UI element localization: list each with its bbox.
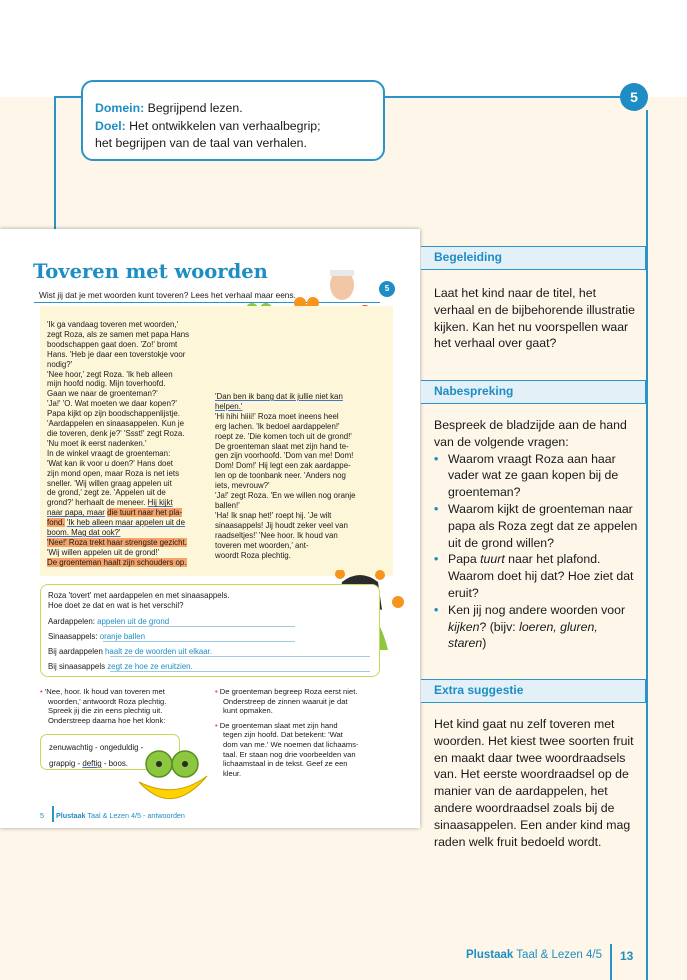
word-choice-box: zenuwachtig - ongeduldig - grappig - deftig - boos.: [40, 734, 180, 770]
story-column-right: 'Dan ben ik bang dat ik jullie niet kan helpen.' 'Hi hihi hiiii!' Roza moet ineens heel erg lachen. 'Ik bedoel aardappelen!' roept ze. 'Die komen toch uit de grond!' De groenteman slaat met zijn hand te- gen zijn voorhoofd. 'Dom van me! Dom! Dom! Dom!' Hij legt een zak aardappe- len op de toonbank neer. 'Anders nog iets, mevrouw?' 'Ja!' zegt Roza. 'En we willen nog oranje ballen!' 'Ha! Ik snap het!' roept hij. 'Je wilt sinaasappels! Jij houdt zeker veel van raadseltjes!' 'Nee hoor. Ik houd van toveren met woorden,' ant- woordt Roza plechtig.: [215, 392, 356, 560]
quiz-answer-sinaasappels: Sinaasappels: oranje ballen: [48, 632, 145, 641]
extra-suggestie-text: Het kind gaat nu zelf toveren met woorden. Het kiest twee soorten fruit en maakt daar twee woordraadsels van. Het eerste woordraadsel op de manier van de aardappelen, het andere woordraadsel zoals bij de sinaasappelen. Een ander kind mag raden welk fruit bedoeld wordt.: [434, 717, 634, 849]
left-vertical-line: [54, 96, 56, 232]
bullet-icon: •: [215, 687, 218, 696]
quiz-question-line-2: Hoe doet ze dat en wat is het verschil?: [48, 601, 184, 610]
answer-line-1: [103, 626, 295, 627]
workbook-footer: 5 Plustaak Taal & Lezen 4/5 - antwoorden: [40, 811, 185, 820]
quiz-question-line-1: Roza 'tovert' met aardappelen en met sinaasappels.: [48, 591, 230, 600]
fruit-face-illustration: [135, 748, 210, 808]
right-vertical-line: [646, 110, 648, 980]
quiz-answer-bij-sinaasappels: Bij sinaasappels zegt ze hoe ze eruitzien.: [48, 662, 193, 671]
begeleiding-text: Laat het kind naar de titel, het verhaal en de bijbehorende illustratie kijken. Kan het nu voorspellen waar het verhaal over gaat?: [434, 286, 635, 351]
story-title: Toveren met woorden: [33, 260, 268, 283]
page-number: 13: [620, 949, 634, 963]
header-line: [385, 96, 621, 98]
left-header-line: [54, 96, 82, 98]
bullet-icon: •: [40, 687, 43, 696]
question-item: • Ken jij nog andere woorden voor kijken? (bijv: loeren, gluren, staren): [434, 602, 638, 652]
quiz-answer-aardappelen: Aardappelen: appelen uit de grond: [48, 617, 170, 626]
begeleiding-heading: Begeleiding: [421, 246, 646, 270]
nabespreking-heading: Nabespreking: [421, 380, 646, 404]
bullet-icon: •: [215, 720, 218, 730]
quiz-answer-bij-aardappelen: Bij aardappelen haalt ze de woorden uit elkaar.: [48, 647, 213, 656]
workbook-lesson-badge: 5: [379, 281, 395, 297]
domain-goal-box: Domein: Begrijpend lezen. Doel: Het ontwikkelen van verhaalbegrip; het begrijpen van de taal van verhalen.: [81, 80, 385, 161]
exercise-left: • 'Nee, hoor. Ik houd van toveren met woorden,' antwoordt Roza plechtig. Spreek jij die zin eens plechtig uit. Onderstreep daarna hoe het klonk:: [40, 687, 167, 725]
question-item: • Papa tuurt naar het plafond. Waarom doet hij dat? Hoe ziet dat eruit?: [434, 551, 638, 601]
exercise-right: • De groenteman begreep Roza eerst niet. Onderstreep de zinnen waaruit je dat kunt opmaken. • De groenteman slaat met zijn hand tegen zijn hoofd. Dat betekent: 'Wat dom van me.' We noemen dat lichaams- taal. Er staan nog drie voorbeelden van lichaamstaal in de tekst. Geef ze een kleur.: [215, 687, 359, 778]
lesson-number-badge: 5: [620, 83, 648, 111]
extra-suggestie-heading: Extra suggestie: [421, 679, 646, 703]
footer-divider: [610, 944, 612, 980]
story-column-left: 'Ik ga vandaag toveren met woorden,' zegt Roza, als ze samen met papa Hans boodschappen gaat doen. 'Zo!' bromt Hans. 'Heb je daar een toverstokje voor nodig?' 'Nee hoor,' zegt Roza. 'Ik heb alleen mijn hoofd nodig. Mijn toverhoofd. Gaan we naar de groenteman?' 'Ja!' 'O. Wat moeten we daar kopen?' Papa kijkt op zijn boodschappenlijstje. 'Aardappelen en sinaasappelen. Kun je die toveren, denk je?' 'Ssst!' zegt Roza. 'Nu moet ik eerst nadenken.' In de winkel vraagt de groenteman: 'Wat kan ik voor u doen?' Hans doet zijn mond open, maar Roza is net iets sneller. 'Wij willen graag appelen uit de grond,' zegt ze. 'Appelen uit de grond?' herhaalt de meneer. Hij kijkt naar papa, maar die tuurt naar het pla- fond. 'Ik heb alleen maar appelen uit de boom. Mag dat ook?' 'Nee!' Roza trekt haar strengste gezicht. 'Wij willen appelen uit de grond!' De groenteman haalt zijn schouders op.: [47, 320, 190, 567]
answer-line-2: [103, 641, 295, 642]
page-footer: Plustaak Taal & Lezen 4/5: [466, 949, 602, 961]
nabespreking-text: Bespreek de bladzijde aan de hand van de volgende vragen: • Waarom vraagt Roza aan haar vader wat ze gaan kopen bij de groenteman? • Waarom kijkt de groenteman naar papa als Roza zegt dat ze appelen uit de grond willen? • Papa tuurt naar het plafond. Waarom doet hij dat? Hoe ziet dat eruit? • Ken jij nog andere woorden voor kijken? (bijv: loeren, gluren, staren): [434, 417, 638, 652]
question-item: • Waarom vraagt Roza aan haar vader wat ze gaan kopen bij de groenteman?: [434, 451, 638, 501]
story-intro: Wist jij dat je met woorden kunt toveren? Lees het verhaal maar eens.: [34, 288, 380, 303]
answer-line-4: [110, 671, 370, 672]
question-item: • Waarom kijkt de groenteman naar papa als Roza zegt dat ze appelen uit de grond willen?: [434, 501, 638, 551]
answer-line-3: [110, 656, 370, 657]
